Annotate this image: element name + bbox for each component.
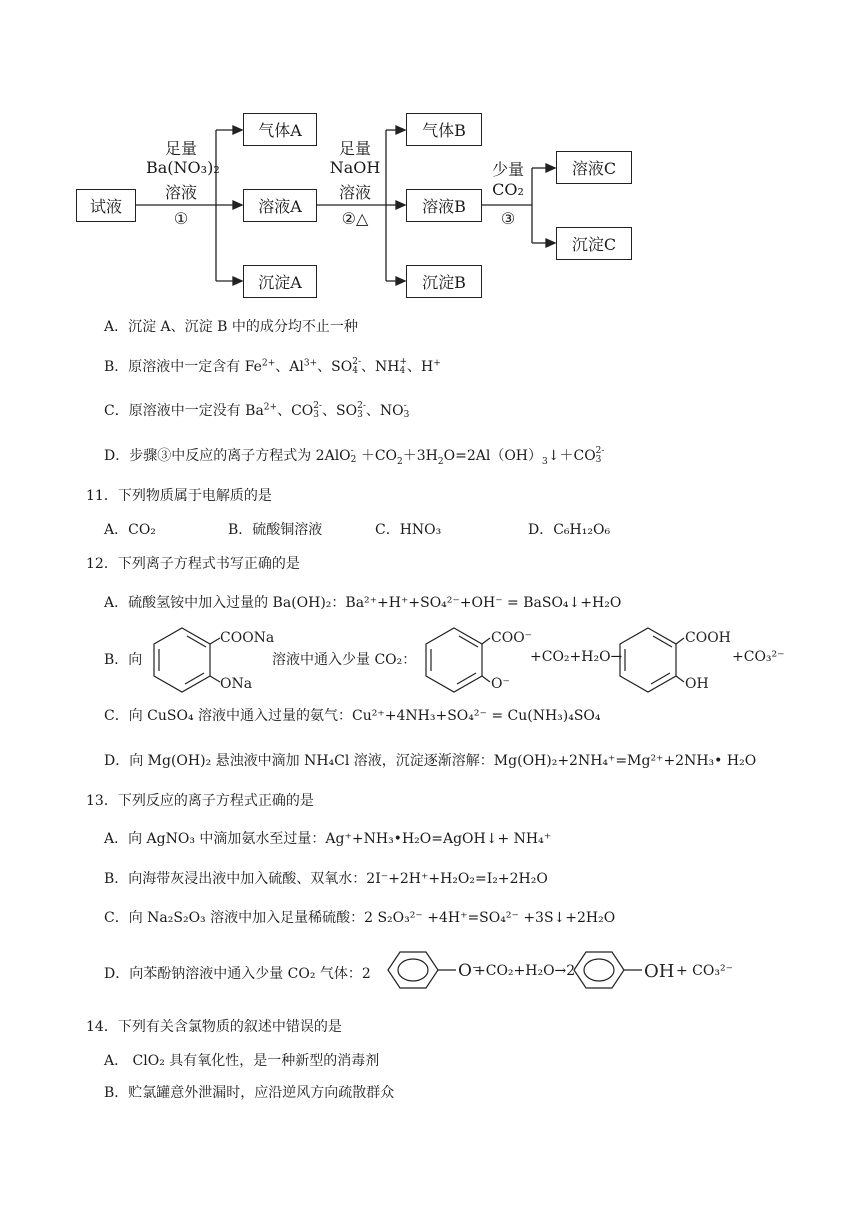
- solution-a-box: [243, 189, 317, 222]
- salicylate-dianion-structure: [414, 618, 534, 696]
- solution-a-label: 溶液A: [258, 197, 302, 216]
- sodium-salicylate-structure: [130, 618, 275, 696]
- step2-number: ②△: [341, 209, 369, 228]
- q12-option-d: D．向 Mg(OH)₂ 悬浊液中滴加 NH₄Cl 溶液，沉淀逐渐溶解：Mg(OH)₂+2NH₄⁺=Mg²⁺+2NH₃• H₂O: [104, 753, 757, 769]
- precipitate-b-box: [406, 265, 482, 298]
- solution-c-label: 溶液C: [571, 159, 617, 178]
- q10-d-text: D．步骤③中反应的离子方程式为 2AlO: [104, 448, 351, 464]
- q10-option-b: B．原溶液中一定含有 $Fe^{2+}$、$Al^{3+}$、SO 2- 4 、NH + 4 、H+: [104, 357, 441, 376]
- coona-label: COONa: [220, 630, 275, 646]
- q12-option-c: C．向 CuSO₄ 溶液中通入过量的氨气：Cu²⁺+4NH₃+SO₄²⁻ = Cu(NH₃)₄SO₄: [104, 708, 601, 724]
- q12-option-a: A．硫酸氢铵中加入过量的 Ba(OH)₂：Ba²⁺+H⁺+SO₄²⁻+OH⁻ = BaSO₄↓+H₂O: [104, 595, 622, 611]
- solution-c-box: [556, 151, 632, 184]
- q12-b-plus: +CO₂+H₂O→: [530, 649, 623, 665]
- phenol-structure: [570, 946, 676, 996]
- q10-b-text: B．原溶液中一定含有 Fe: [104, 359, 262, 375]
- precipitate-c-label: 沉淀C: [571, 235, 617, 254]
- step3-amount: 少量: [491, 160, 524, 179]
- step2-amount: 足量: [338, 139, 371, 158]
- q11-stem: 11．下列物质属于电解质的是: [86, 488, 272, 504]
- step1-number: ①: [173, 209, 189, 228]
- oh-label: OH: [685, 676, 709, 692]
- q13-option-a: A．向 AgNO₃ 中滴加氨水至过量：Ag⁺+NH₃•H₂O=AgOH↓+ NH₄⁺: [104, 831, 552, 847]
- q10-option-d: D．步骤③中反应的离子方程式为 2AlO - 2 $+CO_2+3H_2O=2Al(OH)_3↓+CO$ 2- 3: [104, 446, 605, 467]
- coo-label: COO⁻: [491, 630, 533, 646]
- phenoxide-structure: [382, 946, 481, 996]
- step1-reagent: Ba(NO₃)₂: [146, 158, 220, 177]
- q12-b-end: +CO₃²⁻: [732, 649, 785, 665]
- q13-d-prefix: D．向苯酚钠溶液中通入少量 CO₂ 气体：2: [104, 966, 371, 982]
- gas-a-label: 气体A: [258, 121, 302, 140]
- q11-option-b: B．硫酸铜溶液: [228, 522, 323, 538]
- salicylic-acid-structure: [608, 618, 738, 696]
- q13-d-mid: +CO₂+H₂O→2: [474, 963, 576, 979]
- q13-d-end: + CO₃²⁻: [676, 963, 733, 979]
- precipitate-a-box: [243, 265, 317, 298]
- q13-stem: 13．下列反应的离子方程式正确的是: [86, 793, 314, 809]
- step3-reagent: CO₂: [492, 180, 524, 199]
- precipitate-b-label: 沉淀B: [422, 273, 466, 292]
- step1-amount: 足量: [164, 139, 197, 158]
- step2-solution: 溶液: [338, 183, 371, 202]
- q12-b-mid: 溶液中通入少量 CO₂：: [272, 652, 417, 668]
- ona-label: ONa: [220, 676, 253, 692]
- precipitate-c-box: [556, 227, 632, 260]
- q11-option-c: C．HNO₃: [375, 522, 442, 538]
- q11-option-a: A．CO₂: [104, 522, 156, 538]
- cooh-label: COOH: [685, 630, 731, 646]
- q11-option-d: D．C₆H₁₂O₆: [528, 522, 611, 538]
- phenol-oh-label: OH: [644, 961, 675, 982]
- q10-option-a: A．沉淀 A、沉淀 B 中的成分均不止一种: [104, 319, 358, 335]
- phenoxide-o-label: O⁻: [458, 961, 481, 981]
- q12-stem: 12．下列离子方程式书写正确的是: [86, 556, 300, 572]
- q13-option-b: B．向海带灰浸出液中加入硫酸、双氧水：2I⁻+2H⁺+H₂O₂=I₂+2H₂O: [104, 871, 548, 887]
- step3-number: ③: [500, 209, 516, 228]
- q14-stem: 14．下列有关含氯物质的叙述中错误的是: [86, 1019, 342, 1035]
- solution-b-label: 溶液B: [422, 197, 466, 216]
- q10-c-text: C．原溶液中一定没有 Ba: [104, 403, 264, 419]
- q12-b-prefix: B．向: [104, 652, 143, 668]
- flowchart-connectors: [0, 0, 860, 310]
- solution-b-box: [406, 189, 482, 222]
- start-label: 试液: [89, 197, 122, 216]
- q10-option-c: C．原溶液中一定没有 $Ba^{2+}$、CO 2- 3 、SO 2- 3 、NO - 3: [104, 401, 410, 420]
- q13-option-c: C．向 Na₂S₂O₃ 溶液中加入足量稀硫酸：2 S₂O₃²⁻ +4H⁺=SO₄²⁻ +3S↓+2H₂O: [104, 910, 616, 926]
- precipitate-a-label: 沉淀A: [258, 273, 302, 292]
- gas-b-label: 气体B: [422, 121, 466, 140]
- q14-option-a: A． ClO₂ 具有氧化性，是一种新型的消毒剂: [104, 1053, 380, 1069]
- q14-option-b: B．贮氯罐意外泄漏时，应沿逆风方向疏散群众: [104, 1085, 395, 1101]
- gas-a-box: [243, 113, 317, 146]
- gas-b-box: [406, 113, 482, 146]
- step2-reagent: NaOH: [329, 158, 381, 177]
- o-minus-label: O⁻: [491, 676, 510, 692]
- start-box: [76, 189, 136, 222]
- step1-solution: 溶液: [164, 183, 197, 202]
